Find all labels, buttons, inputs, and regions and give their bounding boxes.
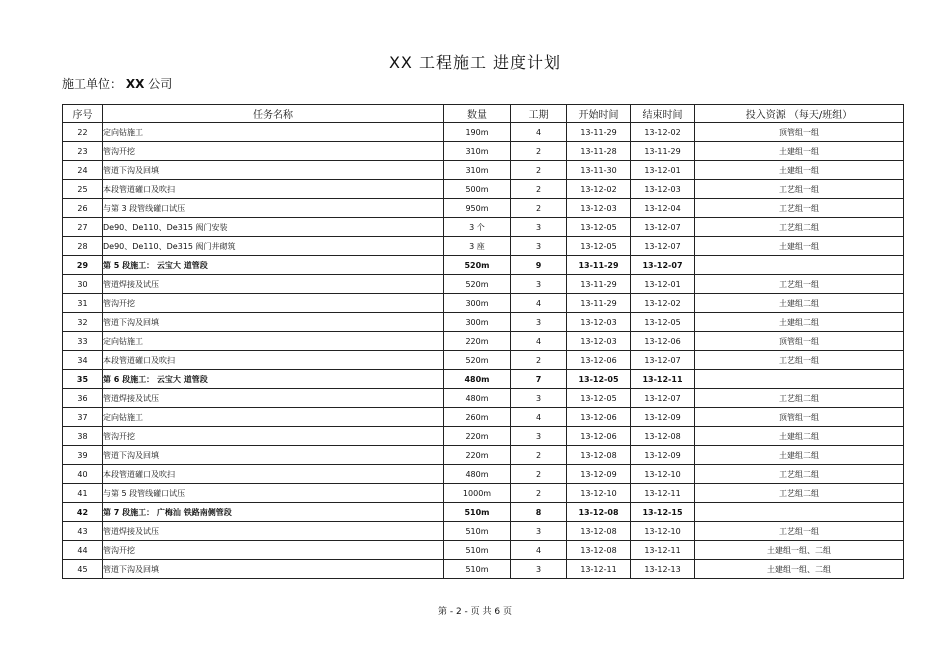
row-start: 13-12-08 — [567, 503, 631, 522]
table-row — [63, 560, 904, 579]
row-resources — [695, 370, 904, 389]
row-seq: 27 — [63, 218, 103, 237]
row-end: 13-12-02 — [631, 123, 695, 142]
table-row — [63, 427, 904, 446]
row-qty: 520m — [444, 256, 511, 275]
row-qty: 300m — [444, 294, 511, 313]
unit-value: XX — [125, 77, 145, 91]
row-task: 管道下沟及回填 — [103, 560, 444, 579]
row-start: 13-12-08 — [567, 522, 631, 541]
row-resources: 工艺组一组 — [695, 199, 904, 218]
row-qty: 520m — [444, 351, 511, 370]
row-days: 3 — [511, 427, 567, 446]
row-resources: 顶管组一组 — [695, 408, 904, 427]
row-qty: 260m — [444, 408, 511, 427]
row-days: 2 — [511, 446, 567, 465]
row-seq: 44 — [63, 541, 103, 560]
row-days: 3 — [511, 313, 567, 332]
row-qty: 220m — [444, 427, 511, 446]
row-end: 13-12-06 — [631, 332, 695, 351]
row-seq: 34 — [63, 351, 103, 370]
row-resources: 土建组二组 — [695, 294, 904, 313]
page-title: XX 工程施工 进度计划 — [388, 53, 562, 72]
row-qty: 510m — [444, 541, 511, 560]
row-qty: 220m — [444, 332, 511, 351]
row-start: 13-12-08 — [567, 541, 631, 560]
col-header-task: 任务名称 — [103, 105, 444, 123]
row-end: 13-12-07 — [631, 351, 695, 370]
row-start: 13-11-29 — [567, 123, 631, 142]
row-start: 13-12-11 — [567, 560, 631, 579]
row-days: 8 — [511, 503, 567, 522]
row-seq: 23 — [63, 142, 103, 161]
table-row — [63, 484, 904, 503]
row-resources: 工艺组二组 — [695, 389, 904, 408]
table-row — [63, 370, 904, 389]
row-end: 13-12-11 — [631, 370, 695, 389]
row-qty: 510m — [444, 522, 511, 541]
row-seq: 41 — [63, 484, 103, 503]
row-days: 3 — [511, 237, 567, 256]
row-days: 2 — [511, 484, 567, 503]
row-task: De90、De110、De315 阀门井砌筑 — [103, 237, 444, 256]
row-seq: 32 — [63, 313, 103, 332]
row-end: 13-12-07 — [631, 218, 695, 237]
row-start: 13-12-03 — [567, 199, 631, 218]
row-seq: 22 — [63, 123, 103, 142]
row-days: 4 — [511, 123, 567, 142]
row-qty: 300m — [444, 313, 511, 332]
table-row — [63, 332, 904, 351]
row-qty: 1000m — [444, 484, 511, 503]
unit-suffix: 公司 — [148, 77, 173, 91]
row-end: 13-12-11 — [631, 541, 695, 560]
table-row — [63, 351, 904, 370]
row-task: 管道焊接及试压 — [103, 275, 444, 294]
row-resources: 土建组一组、二组 — [695, 541, 904, 560]
table-row — [63, 142, 904, 161]
table-header-row — [63, 105, 904, 123]
table-row — [63, 313, 904, 332]
row-end: 13-12-05 — [631, 313, 695, 332]
row-end: 13-12-01 — [631, 161, 695, 180]
row-start: 13-12-03 — [567, 313, 631, 332]
row-days: 3 — [511, 522, 567, 541]
row-end: 13-12-03 — [631, 180, 695, 199]
row-resources: 工艺组二组 — [695, 465, 904, 484]
row-start: 13-12-06 — [567, 408, 631, 427]
row-seq: 40 — [63, 465, 103, 484]
row-days: 9 — [511, 256, 567, 275]
table-row — [63, 275, 904, 294]
table-row — [63, 522, 904, 541]
row-task: 管道焊接及试压 — [103, 522, 444, 541]
col-header-end: 结束时间 — [631, 105, 695, 123]
table-row — [63, 256, 904, 275]
row-seq: 33 — [63, 332, 103, 351]
row-task: 管沟开挖 — [103, 427, 444, 446]
row-task: 第 6 段施工： 云宝大 道管段 — [103, 370, 444, 389]
row-task: 定向钻施工 — [103, 408, 444, 427]
row-days: 2 — [511, 142, 567, 161]
table-row — [63, 294, 904, 313]
row-days: 4 — [511, 541, 567, 560]
row-start: 13-12-06 — [567, 427, 631, 446]
row-task: 与第 3 段管线礶口试压 — [103, 199, 444, 218]
row-task: 管道下沟及回填 — [103, 161, 444, 180]
row-qty: 310m — [444, 142, 511, 161]
row-days: 4 — [511, 408, 567, 427]
row-days: 3 — [511, 275, 567, 294]
row-resources — [695, 256, 904, 275]
row-start: 13-12-10 — [567, 484, 631, 503]
table-row — [63, 218, 904, 237]
row-end: 13-12-07 — [631, 237, 695, 256]
row-task: 管沟开挖 — [103, 142, 444, 161]
row-end: 13-12-07 — [631, 256, 695, 275]
row-seq: 37 — [63, 408, 103, 427]
row-start: 13-12-05 — [567, 237, 631, 256]
row-resources: 土建组二组 — [695, 313, 904, 332]
row-task: 定向钻施工 — [103, 123, 444, 142]
col-header-start: 开始时间 — [567, 105, 631, 123]
row-start: 13-11-29 — [567, 256, 631, 275]
table-row — [63, 446, 904, 465]
col-header-resources: 投入资源 （每天/班组） — [695, 105, 904, 123]
row-resources: 土建组二组 — [695, 427, 904, 446]
row-end: 13-12-02 — [631, 294, 695, 313]
row-qty: 3 座 — [444, 237, 511, 256]
row-task: 与第 5 段管线礶口试压 — [103, 484, 444, 503]
row-end: 13-12-09 — [631, 446, 695, 465]
row-days: 2 — [511, 161, 567, 180]
row-days: 2 — [511, 199, 567, 218]
col-header-qty: 数量 — [444, 105, 511, 123]
row-days: 2 — [511, 180, 567, 199]
row-resources: 土建组一组 — [695, 237, 904, 256]
table-row — [63, 180, 904, 199]
row-resources: 工艺组二组 — [695, 484, 904, 503]
table-row — [63, 123, 904, 142]
row-task: 本段管道礶口及吹扫 — [103, 180, 444, 199]
row-start: 13-11-29 — [567, 275, 631, 294]
row-qty: 190m — [444, 123, 511, 142]
table-row — [63, 237, 904, 256]
row-task: 第 7 段施工： 广梅汕 铁路南侧管段 — [103, 503, 444, 522]
row-qty: 310m — [444, 161, 511, 180]
row-qty: 480m — [444, 465, 511, 484]
row-start: 13-12-05 — [567, 218, 631, 237]
col-header-seq: 序号 — [63, 105, 103, 123]
row-task: 管道下沟及回填 — [103, 313, 444, 332]
table-row — [63, 503, 904, 522]
row-start: 13-12-06 — [567, 351, 631, 370]
row-days: 7 — [511, 370, 567, 389]
row-task: 管沟开挖 — [103, 541, 444, 560]
row-start: 13-12-08 — [567, 446, 631, 465]
row-seq: 28 — [63, 237, 103, 256]
table-row — [63, 408, 904, 427]
row-days: 4 — [511, 294, 567, 313]
row-days: 2 — [511, 465, 567, 484]
row-end: 13-12-08 — [631, 427, 695, 446]
row-qty: 500m — [444, 180, 511, 199]
row-seq: 29 — [63, 256, 103, 275]
row-end: 13-12-13 — [631, 560, 695, 579]
row-task: 本段管道礶口及吹扫 — [103, 351, 444, 370]
row-resources: 工艺组一组 — [695, 522, 904, 541]
row-end: 13-12-09 — [631, 408, 695, 427]
row-task: 管道下沟及回填 — [103, 446, 444, 465]
row-qty: 510m — [444, 503, 511, 522]
row-start: 13-12-09 — [567, 465, 631, 484]
col-header-days: 工期 — [511, 105, 567, 123]
table-row — [63, 389, 904, 408]
row-end: 13-12-10 — [631, 465, 695, 484]
construction-unit — [62, 75, 172, 92]
row-resources: 土建组二组 — [695, 446, 904, 465]
row-seq: 45 — [63, 560, 103, 579]
row-start: 13-11-29 — [567, 294, 631, 313]
row-task: 第 5 段施工： 云宝大 道管段 — [103, 256, 444, 275]
table-row — [63, 161, 904, 180]
row-qty: 3 个 — [444, 218, 511, 237]
row-seq: 25 — [63, 180, 103, 199]
row-seq: 31 — [63, 294, 103, 313]
row-task: 管沟开挖 — [103, 294, 444, 313]
row-qty: 480m — [444, 370, 511, 389]
table-row — [63, 465, 904, 484]
row-seq: 43 — [63, 522, 103, 541]
row-resources: 工艺组一组 — [695, 275, 904, 294]
row-resources: 工艺组一组 — [695, 351, 904, 370]
row-qty: 950m — [444, 199, 511, 218]
row-end: 13-12-07 — [631, 389, 695, 408]
row-days: 4 — [511, 332, 567, 351]
row-seq: 30 — [63, 275, 103, 294]
row-seq: 38 — [63, 427, 103, 446]
unit-label: 施工单位： — [62, 77, 123, 91]
page-footer: 第 - 2 - 页 共 6 页 — [438, 607, 512, 617]
row-resources: 顶管组一组 — [695, 332, 904, 351]
row-start: 13-11-28 — [567, 142, 631, 161]
row-seq: 42 — [63, 503, 103, 522]
row-start: 13-12-05 — [567, 389, 631, 408]
table-row — [63, 541, 904, 560]
row-end: 13-12-04 — [631, 199, 695, 218]
row-seq: 26 — [63, 199, 103, 218]
row-start: 13-12-03 — [567, 332, 631, 351]
schedule-table — [62, 104, 904, 579]
row-task: De90、De110、De315 阀门安装 — [103, 218, 444, 237]
row-end: 13-11-29 — [631, 142, 695, 161]
row-days: 2 — [511, 351, 567, 370]
row-start: 13-12-02 — [567, 180, 631, 199]
row-resources: 土建组一组 — [695, 161, 904, 180]
row-qty: 480m — [444, 389, 511, 408]
row-task: 管道焊接及试压 — [103, 389, 444, 408]
row-seq: 36 — [63, 389, 103, 408]
row-resources: 工艺组二组 — [695, 218, 904, 237]
row-resources: 土建组一组 — [695, 142, 904, 161]
row-end: 13-12-15 — [631, 503, 695, 522]
row-days: 3 — [511, 560, 567, 579]
row-seq: 24 — [63, 161, 103, 180]
row-resources: 顶管组一组 — [695, 123, 904, 142]
row-resources — [695, 503, 904, 522]
row-qty: 510m — [444, 560, 511, 579]
row-end: 13-12-01 — [631, 275, 695, 294]
row-qty: 220m — [444, 446, 511, 465]
row-end: 13-12-10 — [631, 522, 695, 541]
row-qty: 520m — [444, 275, 511, 294]
row-seq: 35 — [63, 370, 103, 389]
row-days: 3 — [511, 389, 567, 408]
row-resources: 工艺组一组 — [695, 180, 904, 199]
row-task: 本段管道礶口及吹扫 — [103, 465, 444, 484]
row-days: 3 — [511, 218, 567, 237]
table-row — [63, 199, 904, 218]
row-start: 13-11-30 — [567, 161, 631, 180]
row-seq: 39 — [63, 446, 103, 465]
row-task: 定向钻施工 — [103, 332, 444, 351]
row-start: 13-12-05 — [567, 370, 631, 389]
row-resources: 土建组一组、二组 — [695, 560, 904, 579]
row-end: 13-12-11 — [631, 484, 695, 503]
